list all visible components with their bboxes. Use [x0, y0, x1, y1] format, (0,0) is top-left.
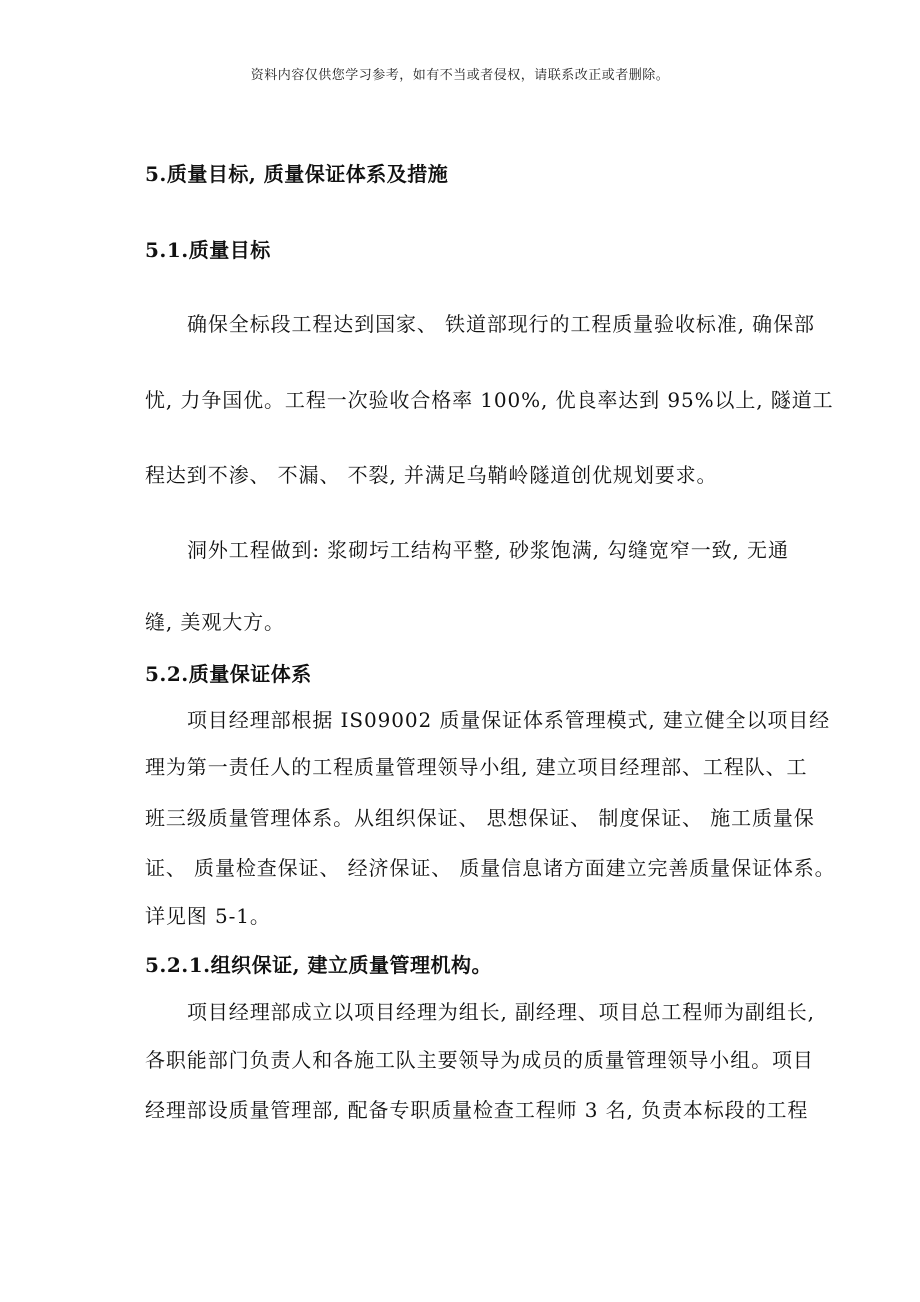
paragraph-line: 洞外工程做到: 浆砌圬工结构平整, 砂浆饱满, 勾缝宽窄一致, 无通 [187, 538, 789, 562]
section-5-2-1-heading: 5.2.1.组织保证, 建立质量管理机构。 [145, 953, 493, 977]
section-5-heading: 5.质量目标, 质量保证体系及措施 [145, 162, 449, 186]
paragraph-line: 确保全标段工程达到国家、 铁道部现行的工程质量验收标准, 确保部 [187, 312, 815, 336]
paragraph-line: 经理部设质量管理部, 配备专职质量检查工程师 3 名, 负责本标段的工程 [145, 1098, 809, 1122]
paragraph-line: 详见图 5-1。 [145, 904, 271, 928]
paragraph-line: 理为第一责任人的工程质量管理领导小组, 建立项目经理部、工程队、工 [145, 755, 808, 779]
header-disclaimer: 资料内容仅供您学习参考，如有不当或者侵权，请联系改正或者删除。 [250, 68, 670, 83]
paragraph-line: 各职能部门负责人和各施工队主要领导为成员的质量管理领导小组。项目 [145, 1048, 814, 1072]
section-5-1-heading: 5.1.质量目标 [145, 238, 271, 262]
paragraph-line: 项目经理部成立以项目经理为组长, 副经理、项目总工程师为副组长, [187, 1000, 815, 1024]
section-5-2-heading: 5.2.质量保证体系 [145, 662, 312, 686]
paragraph-line: 忧, 力争国优。工程一次验收合格率 100%, 优良率达到 95%以上, 隧道工 [145, 388, 834, 412]
paragraph-line: 证、 质量检查保证、 经济保证、 质量信息诸方面建立完善质量保证体系。 [145, 856, 836, 880]
paragraph-line: 程达到不渗、 不漏、 不裂, 并满足乌鞘岭隧道创优规划要求。 [145, 463, 718, 487]
paragraph-line: 班三级质量管理体系。从组织保证、 思想保证、 制度保证、 施工质量保 [145, 806, 815, 830]
paragraph-line: 项目经理部根据 IS09002 质量保证体系管理模式, 建立健全以项目经 [187, 708, 831, 732]
paragraph-line: 缝, 美观大方。 [145, 610, 285, 634]
